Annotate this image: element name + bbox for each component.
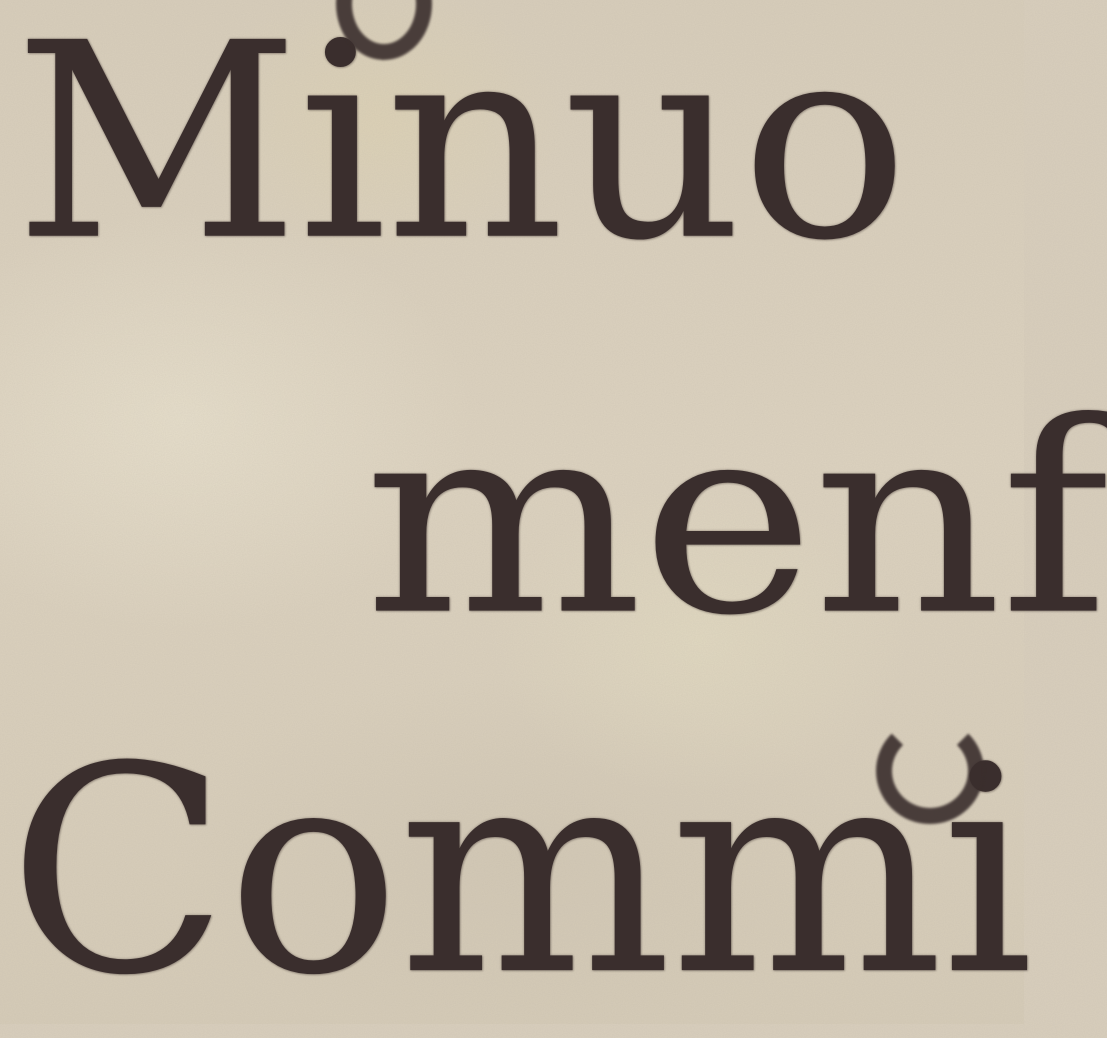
- text-line-menf: menf: [364, 366, 1107, 674]
- text-line-commi: Commi: [8, 706, 1032, 1038]
- abbreviation-mark: [876, 718, 984, 824]
- text-line-minuo: Minuo: [14, 0, 907, 300]
